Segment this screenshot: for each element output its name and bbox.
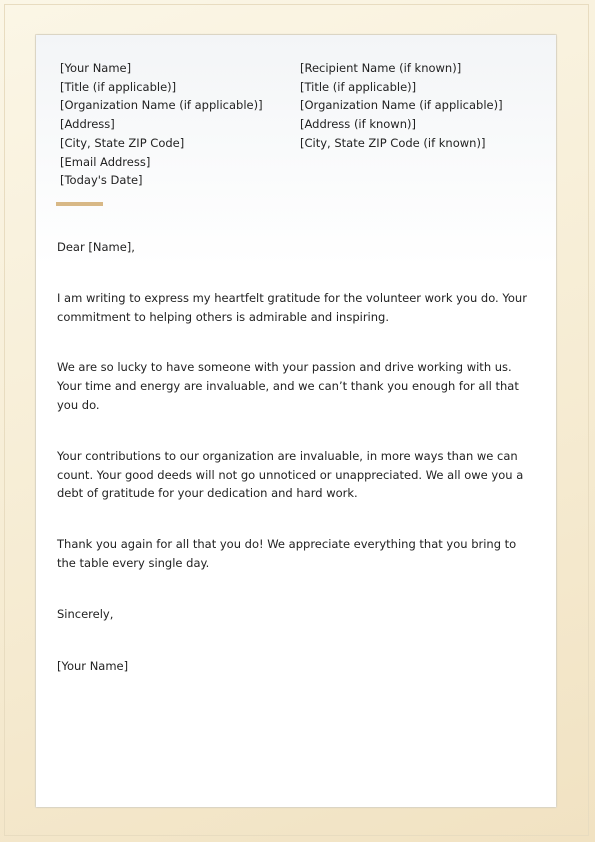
sender-address-block	[60, 59, 263, 190]
paragraph-1: I am writing to express my heartfelt gratitude for the volunteer work you do. Your commitment to helping others is admirable and inspiring.	[57, 290, 527, 324]
recipient-address: [Address (if known)]	[300, 117, 416, 132]
letter-body	[57, 238, 527, 675]
recipient-title: [Title (if applicable)]	[300, 79, 417, 94]
sender-email: [Email Address]	[60, 154, 151, 169]
letter-date: [Today's Date]	[60, 173, 143, 188]
paragraph-4: Thank you again for all that you do! We appreciate everything that you bring to the table every single day.	[57, 537, 517, 570]
closing: Sincerely,	[57, 606, 114, 621]
paragraph-2: We are so lucky to have someone with your passion and drive working with us. Your time and energy are invaluable, and we can’t thank you enough for all that you do.	[57, 360, 519, 412]
recipient-organization: [Organization Name (if applicable)]	[300, 98, 503, 113]
paragraph-3: Your contributions to our organization are invaluable, in more ways than we can count. Your good deeds will not go unnoticed or unappreciated. We all owe you a debt of gratitude for your dedication and hard work.	[57, 448, 524, 501]
recipient-name: [Recipient Name (if known)]	[300, 61, 462, 75]
letter-page	[36, 35, 556, 807]
signature: [Your Name]	[57, 658, 129, 673]
greeting: Dear [Name],	[57, 240, 135, 254]
recipient-city-state-zip: [City, State ZIP Code (if known)]	[300, 135, 486, 150]
sender-name: [Your Name]	[60, 61, 132, 75]
sender-address: [Address]	[60, 117, 115, 132]
sender-organization: [Organization Name (if applicable)]	[60, 98, 263, 113]
accent-divider	[56, 202, 103, 206]
sender-title: [Title (if applicable)]	[60, 79, 177, 94]
sender-city-state-zip: [City, State ZIP Code]	[60, 135, 185, 150]
recipient-address-block	[300, 59, 503, 153]
